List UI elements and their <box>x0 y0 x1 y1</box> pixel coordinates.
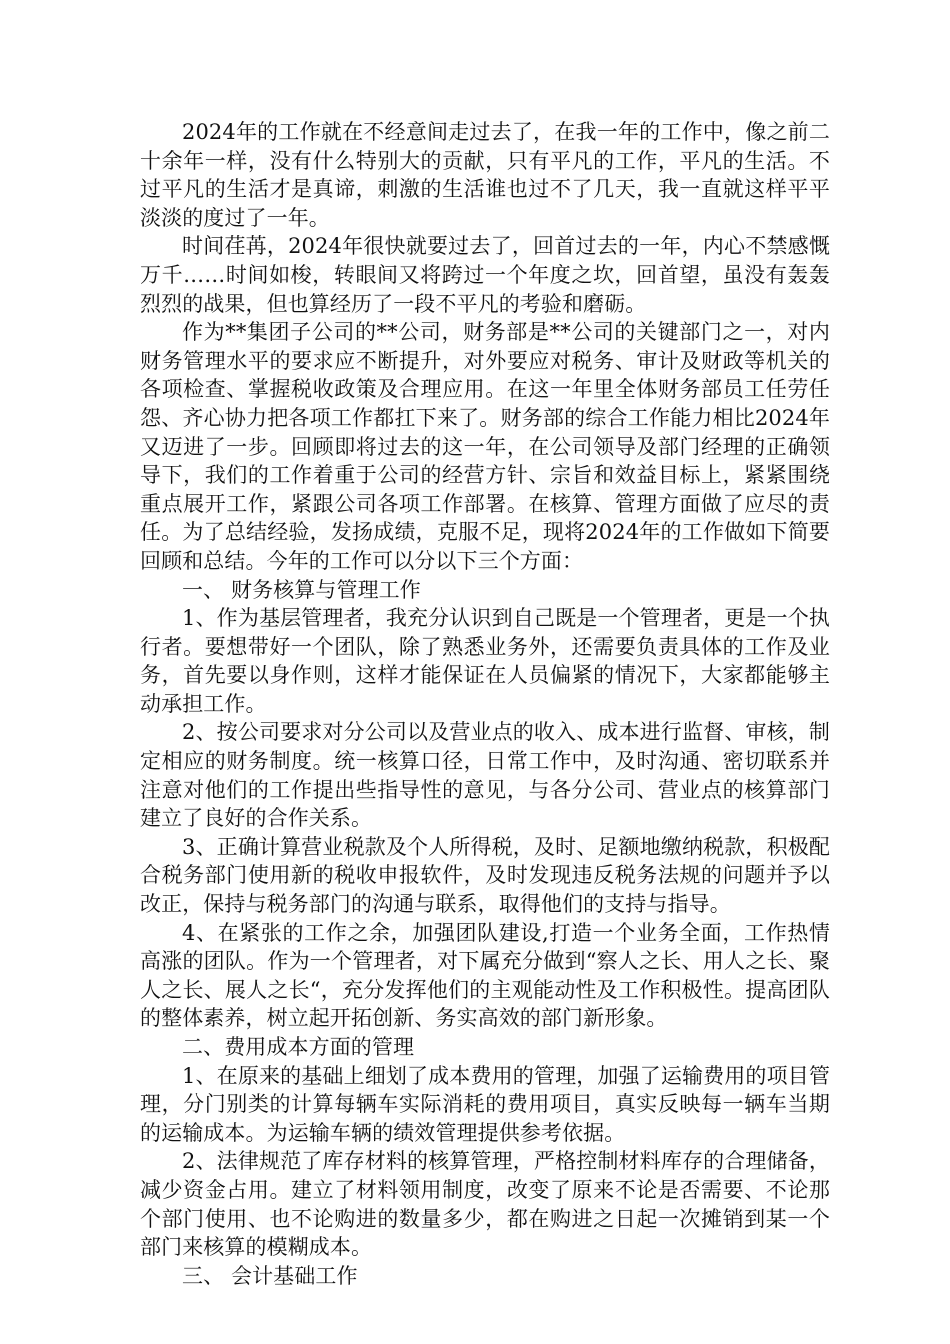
paragraph-time: 时间荏苒，2024年很快就要过去了，回首过去的一年，内心不禁感慨万千……时间如梭，转眼间又将跨过一个年度之坎，回首望，虽没有轰轰烈烈的战果，但也算经历了一段不平凡的考验和磨砺。 <box>140 234 830 316</box>
paragraph-finance-dept: 作为**集团子公司的**公司，财务部是**公司的关键部门之一，对内财务管理水平的要求应不断提升，对外要应对税务、审计及财政等机关的各项检查、掌握税收政策及合理应用。在这一年里全体财务部员工任劳任怨、齐心协力把各项工作都扛下来了。财务部的综合工作能力相比2024年又迈进了一步。回顾即将过去的这一年，在公司领导及部门经理的正确领导下，我们的工作着重于公司的经营方针、宗旨和效益目标上，紧紧围绕重点展开工作，紧跟公司各项工作部署。在核算、管理方面做了应尽的责任。为了总结经验，发扬成绩，克服不足，现将2024年的工作做如下简要回顾和总结。今年的工作可以分以下三个方面： <box>140 320 830 573</box>
section-heading-1: 一、 财务核算与管理工作 <box>182 577 421 602</box>
paragraph-intro: 2024年的工作就在不经意间走过去了，在我一年的工作中，像之前二十余年一样，没有什么特别大的贡献，只有平凡的工作，平凡的生活。不过平凡的生活才是真谛，刺激的生活谁也过不了几天，我一直就这样平平淡淡的度过了一年。 <box>140 120 830 230</box>
paragraph-item-2-1: 1、在原来的基础上细划了成本费用的管理，加强了运输费用的项目管理，分门别类的计算每辆车实际消耗的费用项目，真实反映每一辆车当期的运输成本。为运输车辆的绩效管理提供参考依据。 <box>140 1063 830 1145</box>
paragraph-item-2-2: 2、法律规范了库存材料的核算管理，严格控制材料库存的合理储备，减少资金占用。建立了材料领用制度，改变了原来不论是否需要、不论那个部门使用、也不论购进的数量多少，都在购进之日起一次摊销到某一个部门来核算的模糊成本。 <box>140 1149 830 1260</box>
document-body <box>140 118 830 1290</box>
paragraph-item-1-2: 2、按公司要求对分公司以及营业点的收入、成本进行监督、审核，制定相应的财务制度。统一核算口径，日常工作中，及时沟通、密切联系并注意对他们的工作提出些指导性的意见，与各分公司、营业点的核算部门建立了良好的合作关系。 <box>140 720 830 831</box>
paragraph-item-1-3: 3、正确计算营业税款及个人所得税，及时、足额地缴纳税款，积极配合税务部门使用新的税收申报软件，及时发现违反税务法规的问题并予以改正，保持与税务部门的沟通与联系，取得他们的支持与指导。 <box>140 834 830 917</box>
section-heading-2: 二、费用成本方面的管理 <box>182 1035 415 1059</box>
section-heading-3: 三、 会计基础工作 <box>182 1263 358 1288</box>
paragraph-item-1-4: 4、在紧张的工作之余，加强团队建设,打造一个业务全面，工作热情高涨的团队。作为一个管理者，对下属充分做到“察人之长、用人之长、聚人之长、展人之长“，充分发挥他们的主观能动性及工作积极性。提高团队的整体素养，树立起开拓创新、务实高效的部门新形象。 <box>140 920 830 1031</box>
paragraph-item-1-1: 1、作为基层管理者，我充分认识到自己既是一个管理者，更是一个执行者。要想带好一个团队，除了熟悉业务外，还需要负责具体的工作及业务，首先要以身作则，这样才能保证在人员偏紧的情况下，大家都能够主动承担工作。 <box>140 606 830 716</box>
